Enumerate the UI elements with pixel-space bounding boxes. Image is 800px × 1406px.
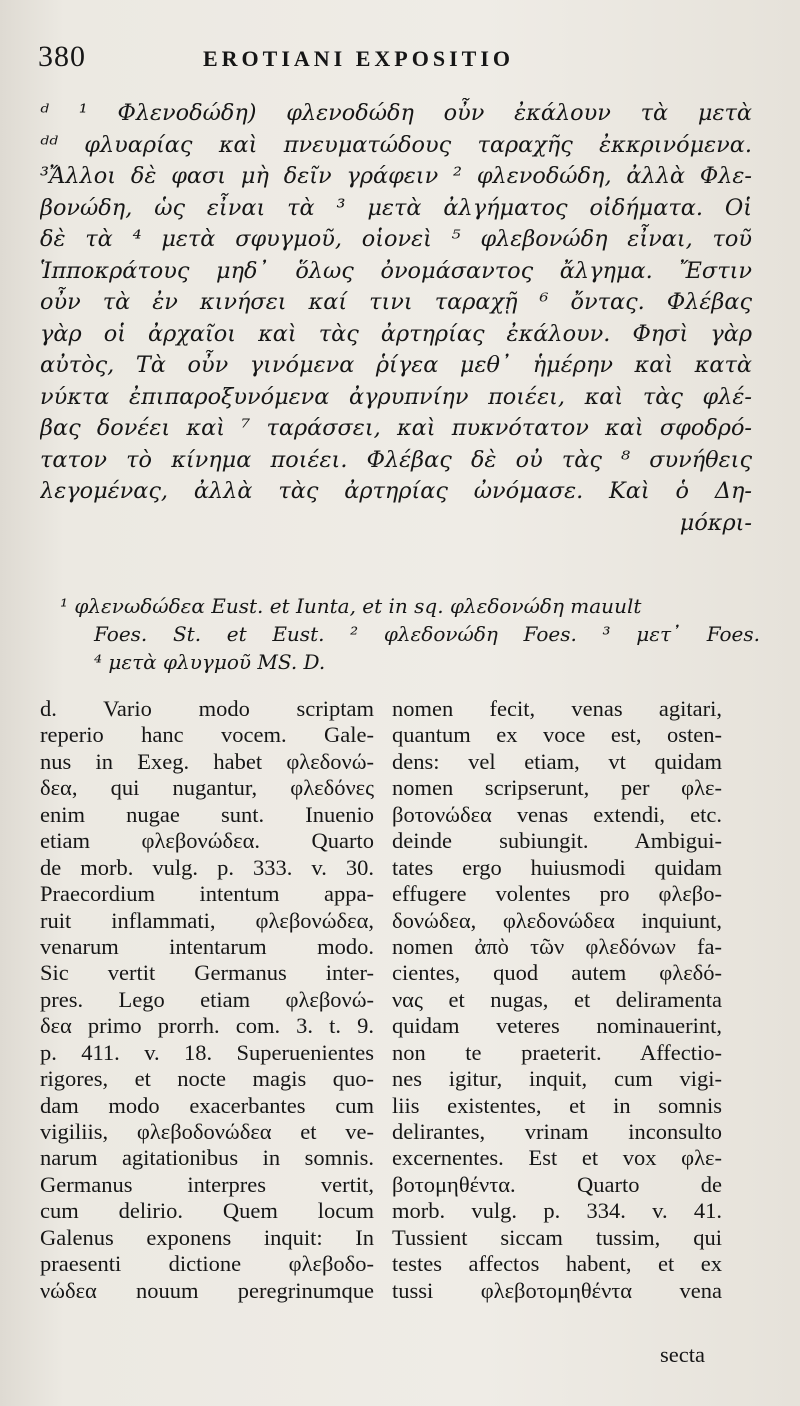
- commentary-line: delirantes, vrinam inconsulto: [392, 1119, 722, 1144]
- commentary-line: βοτομηθέντα. Quarto de: [392, 1171, 722, 1197]
- commentary-line: tates ergo huiusmodi quidam: [392, 854, 722, 880]
- commentary-line: quidam veteres nominauerint,: [392, 1013, 722, 1039]
- greek-line: δὲ τὰ ⁴ μετὰ σφυγμοῦ, οἱονεὶ ⁵ φλεβονώδη εἶναι, τοῦ: [40, 226, 752, 252]
- greek-line: τατον τὸ κίνημα ποιέει. Φλέβας δὲ οὐ τὰς ⁸ συνήθεις: [40, 446, 752, 473]
- commentary-line: narum agitationibus in somnis.: [40, 1145, 374, 1171]
- commentary-line: Germanus interpres vertit,: [40, 1171, 374, 1197]
- commentary-line: δεα, qui nugantur, φλεδόνες: [40, 775, 374, 801]
- commentary-line: deinde subiungit. Ambigui-: [392, 828, 722, 854]
- commentary-line: cientes, quod autem φλεδό-: [392, 960, 722, 986]
- commentary-line: Praecordium intentum appa-: [40, 881, 374, 907]
- commentary-line: excernentes. Est et vox φλε-: [392, 1145, 722, 1171]
- greek-line: νύκτα ἐπιπαροξυνόμενα ἀγρυπνίην ποιέει, καὶ τὰς φλέ-: [40, 383, 752, 410]
- footnote-line: Foes. St. et Eust. ² φλεδονώδη Foes. ³ μετ᾽ Foes.: [94, 622, 760, 646]
- commentary-line: nomen fecit, venas agitari,: [392, 696, 722, 721]
- footnote-line: ¹ φλενωδώδεα Eust. et Iunta, et in sq. φλεδονώδη mauult: [60, 594, 642, 618]
- commentary-line: dens: vel etiam, vt quidam: [392, 748, 722, 774]
- commentary-line: praesenti dictione φλεβοδο-: [40, 1251, 374, 1277]
- commentary-line: nomen ἀπὸ τῶν φλεδόνων fa-: [392, 933, 722, 959]
- commentary-line: quantum ex voce est, osten-: [392, 722, 722, 748]
- catchword: secta: [660, 1342, 705, 1367]
- commentary-line: liis existentes, et in somnis: [392, 1092, 722, 1118]
- commentary-line: de morb. vulg. p. 333. v. 30.: [40, 854, 374, 880]
- commentary-line: Sic vertit Germanus inter-: [40, 960, 374, 986]
- footnote-line: ⁴ μετὰ φλυγμοῦ MS. D.: [94, 650, 326, 674]
- greek-line: αὐτὸς, Τὰ οὖν γινόμενα ῥίγεα μεθ᾽ ἡμέρην καὶ κατὰ: [40, 352, 752, 378]
- page-number: 380: [38, 40, 86, 73]
- commentary-line: ruit inflammati, φλεβονώδεα,: [40, 907, 374, 933]
- greek-main-text: [40, 98, 752, 539]
- commentary-line: d. Vario modo scriptam: [40, 696, 374, 721]
- commentary-line: nes igitur, inquit, cum vigi-: [392, 1066, 722, 1092]
- commentary-line: Galenus exponens inquit: In: [40, 1224, 374, 1250]
- commentary-line: enim nugae sunt. Inuenio: [40, 801, 374, 827]
- commentary-line: νας et nugas, et deliramenta: [392, 986, 722, 1012]
- commentary-line: p. 411. v. 18. Superuenientes: [40, 1039, 374, 1065]
- commentary-line: morb. vulg. p. 334. v. 41.: [392, 1198, 722, 1224]
- commentary-line: testes affectos habent, et ex: [392, 1251, 722, 1277]
- commentary-line: δονώδεα, φλεδονώδεα inquiunt,: [392, 907, 722, 933]
- commentary-line: nus in Exeg. habet φλεδονώ-: [40, 748, 374, 774]
- commentary-line: βοτονώδεα venas extendi, etc.: [392, 801, 722, 827]
- greek-line: ᵈᵈ φλυαρίας καὶ πνευματώδους ταραχῆς ἐκκρινόμενα.: [40, 131, 752, 158]
- page-header: [38, 40, 598, 80]
- greek-line: οὖν τὰ ἐν κινήσει καί τινι ταραχῇ ⁶ ὄντας. Φλέβας: [40, 289, 752, 315]
- footnotes: [60, 592, 760, 676]
- greek-line: μόκρι-: [679, 509, 752, 536]
- greek-line: ᵈ ¹ Φλενοδώδη) φλενοδώδη οὖν ἐκάλουν τὰ μετὰ: [40, 100, 752, 126]
- greek-line: βονώδη, ὡς εἶναι τὰ ³ μετὰ ἀλγήματος οἰδήματα. Οἱ: [40, 194, 752, 221]
- commentary-right-column: [392, 696, 722, 1304]
- commentary-line: reperio hanc vocem. Gale-: [40, 722, 374, 748]
- commentary-line: pres. Lego etiam φλεβονώ-: [40, 986, 374, 1012]
- commentary-line: non te praeterit. Affectio-: [392, 1039, 722, 1065]
- commentary-line: νώδεα nouum peregrinumque: [40, 1277, 374, 1303]
- commentary-line: venarum intentarum modo.: [40, 933, 374, 959]
- commentary-line: tussi φλεβοτομηθέντα vena: [392, 1277, 722, 1303]
- running-title: EROTIANI EXPOSITIO: [203, 46, 515, 71]
- greek-line: Ἱπποκράτους μηδ᾽ ὅλως ὀνομάσαντος ἄλγημα. Ἔστιν: [40, 257, 752, 284]
- commentary-line: rigores, et nocte magis quo-: [40, 1066, 374, 1092]
- commentary-left-column: [40, 696, 374, 1304]
- commentary-line: dam modo exacerbantes cum: [40, 1092, 374, 1118]
- commentary-line: cum delirio. Quem locum: [40, 1198, 374, 1224]
- greek-line: ³Ἄλλοι δὲ φασι μὴ δεῖν γράφειν ² φλενοδώδη, ἀλλὰ Φλε-: [40, 163, 752, 189]
- greek-line: γὰρ οἱ ἀρχαῖοι καὶ τὰς ἀρτηρίας ἐκάλουν. Φησὶ γὰρ: [40, 320, 752, 347]
- commentary-line: δεα primo prorrh. com. 3. t. 9.: [40, 1013, 374, 1039]
- commentary-line: effugere volentes pro φλεβο-: [392, 881, 722, 907]
- commentary-line: vigiliis, φλεβοδονώδεα et ve-: [40, 1119, 374, 1144]
- commentary-line: Tussient siccam tussim, qui: [392, 1224, 722, 1250]
- greek-line: λεγομένας, ἀλλὰ τὰς ἀρτηρίας ὠνόμασε. Καὶ ὁ Δη-: [40, 478, 752, 504]
- commentary-line: etiam φλεβονώδεα. Quarto: [40, 828, 374, 854]
- greek-line: βας δονέει καὶ ⁷ ταράσσει, καὶ πυκνότατον καὶ σφοδρό-: [40, 415, 752, 441]
- commentary-line: nomen scripserunt, per φλε-: [392, 775, 722, 801]
